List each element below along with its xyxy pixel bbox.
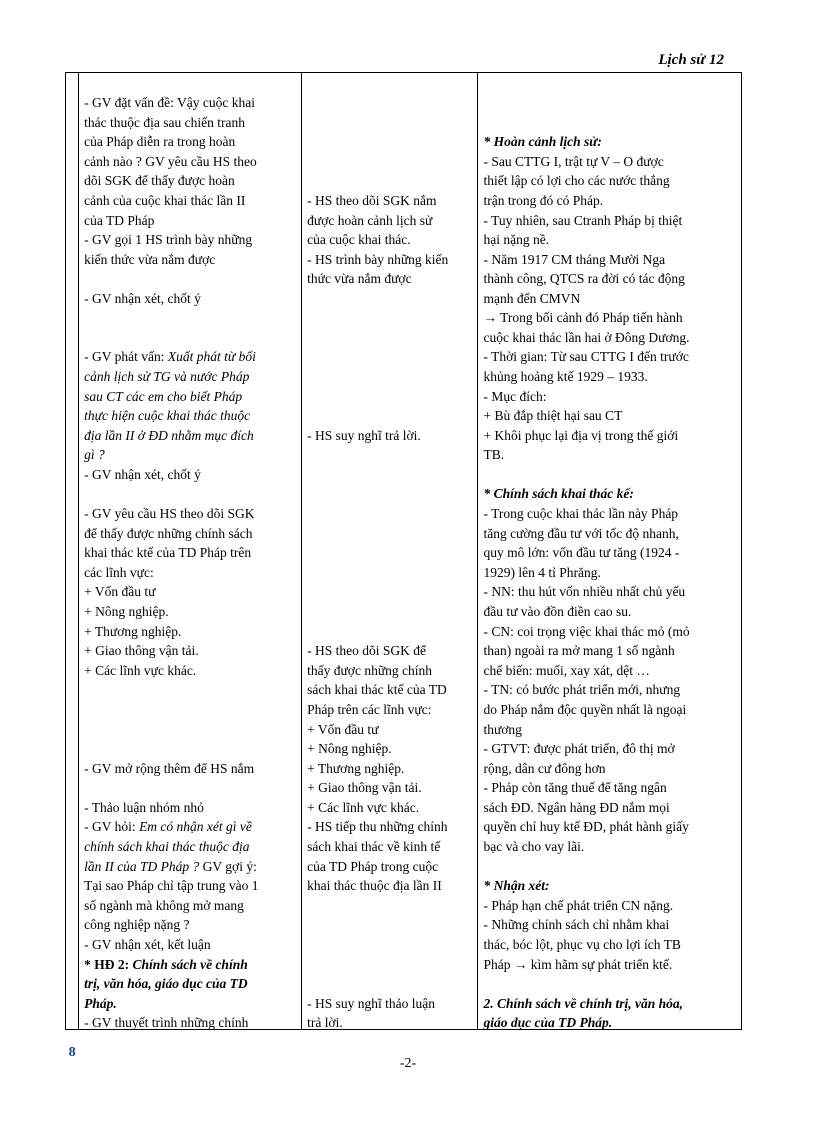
- text-line: bạc và cho vay lãi.: [483, 839, 585, 854]
- text-line: kiến thức vừa nắm được: [84, 252, 216, 267]
- question-text: cảnh lịch sử TG và nước Pháp: [84, 369, 250, 384]
- text-line: - HS tiếp thu những chính: [307, 819, 448, 834]
- text-line: chế biến: muối, xay xát, dệt …: [483, 663, 650, 678]
- text-line: - TN: có bước phát triển mới, nhưng: [483, 682, 681, 697]
- text-run: Trong bối cảnh đó Pháp tiến hành: [500, 310, 683, 325]
- text-line: - GV thuyết trình những chính: [84, 1015, 249, 1030]
- text-line: được hoàn cảnh lịch sử: [307, 213, 433, 228]
- question-text: lần II của TD Pháp ?: [84, 859, 200, 874]
- question-text: Xuất phát từ bối: [167, 349, 256, 364]
- teacher-activity-cell: [79, 73, 302, 1030]
- text-line: thác, bóc lột, phục vụ cho lợi ích TB: [483, 937, 681, 952]
- text-run: GV gợi ý:: [202, 859, 257, 874]
- text-line: quy mô lớn: vốn đầu tư tăng (1924 -: [483, 545, 680, 560]
- text-line: - CN: coi trọng việc khai thác mỏ (mỏ: [483, 624, 690, 639]
- text-line: - GTVT: được phát triển, đô thị mở: [483, 741, 675, 756]
- text-line: do Pháp nắm độc quyền nhất là ngoại: [483, 702, 687, 717]
- text-line: - Pháp hạn chế phát triển CN nặng.: [483, 898, 674, 913]
- text-line: + Thương nghiệp.: [307, 761, 405, 776]
- text-line: thành công, QTCS ra đời có tác động: [483, 271, 685, 286]
- text-line: + Vốn đầu tư: [307, 722, 379, 737]
- text-line: + Các lĩnh vực khác.: [307, 800, 420, 815]
- text-line: khai thác thuộc địa lần II: [307, 878, 442, 893]
- activity-label: * HĐ 2:: [84, 957, 130, 972]
- text-line: + Bù đắp thiệt hại sau CT: [483, 408, 623, 423]
- text-line: - Những chính sách chỉ nhằm khai: [483, 917, 670, 932]
- text-line: khủng hoảng ktế 1929 – 1933.: [483, 369, 648, 384]
- text-line: 1929) lên 4 tỉ Phrăng.: [483, 565, 601, 580]
- text-line: - NN: thu hút vốn nhiều nhất chủ yếu: [483, 584, 686, 599]
- text-line: của TD Pháp trong cuộc: [307, 859, 439, 874]
- lesson-table: [65, 72, 742, 1060]
- text-line: + Nông nghiệp.: [84, 604, 169, 619]
- text-line: - GV yêu cầu HS theo dõi SGK: [84, 506, 255, 521]
- text-line: thiết lập có lợi cho các nước thắng: [483, 173, 670, 188]
- text-line: sách khai thác về kinh tế: [307, 839, 441, 854]
- text-line: - GV nhận xét, chốt ý: [84, 291, 201, 306]
- text-line: của TD Pháp: [84, 213, 155, 228]
- text-line: trận trong đó có Pháp.: [483, 193, 604, 208]
- text-line: tăng cường đầu tư với tốc độ nhanh,: [483, 526, 679, 541]
- text-line: - GV đặt vấn đề: Vậy cuộc khai: [84, 95, 255, 110]
- text-line: sách khai thác ktế của TD: [307, 682, 447, 697]
- text-line: - GV gọi 1 HS trình bày những: [84, 232, 253, 247]
- table-row: [66, 73, 742, 1030]
- text-line: - Thời gian: Từ sau CTTG I đến trước: [483, 349, 689, 364]
- text-run: - GV phát vấn:: [84, 349, 165, 364]
- content-cell: [478, 73, 742, 1030]
- text-line: + Khôi phục lại địa vị trong thế giới: [483, 428, 679, 443]
- text-line: rộng, dân cư đông hơn: [483, 761, 606, 776]
- text-line: [483, 955, 736, 975]
- section-heading: * Nhận xét:: [483, 878, 550, 893]
- text-line: - HS suy nghĩ thảo luận: [307, 996, 435, 1011]
- text-line: của cuộc khai thác.: [307, 232, 411, 247]
- text-line: - GV nhận xét, chốt ý: [84, 467, 201, 482]
- text-line: - Tuy nhiên, sau Ctranh Pháp bị thiệt: [483, 213, 683, 228]
- text-line: quyền chỉ huy ktế ĐD, phát hành giấy: [483, 819, 689, 834]
- text-line: than) ngoài ra mở mang 1 số ngành: [483, 643, 675, 658]
- page-header: Lịch sử 12: [658, 52, 724, 68]
- question-text: Em có nhận xét gì về: [139, 819, 252, 834]
- question-text: thực hiện cuộc khai thác thuộc: [84, 408, 251, 423]
- text-run: - GV hỏi:: [84, 819, 136, 834]
- row-number-cell: [66, 73, 79, 1060]
- text-line: + Các lĩnh vực khác.: [84, 663, 197, 678]
- text-line: Tại sao Pháp chỉ tập trung vào 1: [84, 878, 259, 893]
- text-line: - Mục đích:: [483, 389, 547, 404]
- activity-title: Pháp.: [84, 996, 117, 1011]
- question-text: chính sách khai thác thuộc địa: [84, 839, 250, 854]
- text-line: - Pháp còn tăng thuế để tăng ngân: [483, 780, 667, 795]
- text-line: mạnh đến CMVN: [483, 291, 581, 306]
- student-activity-cell: [302, 73, 478, 1030]
- text-line: TB.: [483, 447, 505, 462]
- text-line: thức vừa nắm được: [307, 271, 412, 286]
- section-heading: giáo dục của TD Pháp.: [483, 1015, 613, 1030]
- text-line: cảnh nào ? GV yêu cầu HS theo: [84, 154, 257, 169]
- text-line: - HS suy nghĩ trả lời.: [307, 428, 421, 443]
- text-line: [84, 817, 296, 837]
- text-line: - Sau CTTG I, trật tự V – O được: [483, 154, 664, 169]
- text-line: thác thuộc địa sau chiến tranh: [84, 115, 245, 130]
- text-line: + Nông nghiệp.: [307, 741, 392, 756]
- text-line: - HS theo dõi SGK để: [307, 643, 426, 658]
- text-line: khai thác ktế của TD Pháp trên: [84, 545, 252, 560]
- activity-title: trị, văn hóa, giáo dục của TD: [84, 976, 248, 991]
- text-line: thương: [483, 722, 522, 737]
- right-arrow-icon: →: [483, 310, 497, 325]
- text-line: - Năm 1917 CM tháng Mười Nga: [483, 252, 666, 267]
- text-line: [84, 347, 296, 367]
- text-line: + Vốn đầu tư: [84, 584, 156, 599]
- text-line: - HS theo dõi SGK nắm: [307, 193, 437, 208]
- text-line: đầu tư vào đồn điền cao su.: [483, 604, 632, 619]
- text-line: - Thảo luận nhóm nhỏ: [84, 800, 204, 815]
- text-line: Pháp trên các lĩnh vực:: [307, 702, 432, 717]
- text-run: Pháp: [483, 957, 511, 972]
- row-number: 8: [68, 1045, 76, 1060]
- text-line: của Pháp diễn ra trong hoàn: [84, 134, 236, 149]
- text-line: cảnh của cuộc khai thác lần II: [84, 193, 246, 208]
- text-line: để thấy được những chính sách: [84, 526, 253, 541]
- section-heading: 2. Chính sách về chính trị, văn hóa,: [483, 996, 684, 1011]
- text-line: trả lời.: [307, 1015, 343, 1030]
- text-line: - Trong cuộc khai thác lần này Pháp: [483, 506, 679, 521]
- text-run: kìm hãm sự phát triển ktế.: [530, 957, 673, 972]
- page-number: -2-: [399, 1056, 417, 1071]
- text-line: + Giao thông vận tải.: [84, 643, 199, 658]
- text-line: thấy được những chính: [307, 663, 432, 678]
- text-line: sách ĐD. Ngân hàng ĐD nắm mọi: [483, 800, 670, 815]
- text-line: [483, 308, 736, 328]
- section-heading: * Hoàn cảnh lịch sử:: [483, 134, 602, 149]
- text-line: cuộc khai thác lần hai ở Đông Dương.: [483, 330, 690, 345]
- text-line: [84, 857, 296, 877]
- question-text: gì ?: [84, 447, 105, 462]
- text-line: - GV mở rộng thêm để HS nắm: [84, 761, 255, 776]
- activity-title: Chính sách về chính: [132, 957, 248, 972]
- text-line: - HS trình bày những kiến: [307, 252, 449, 267]
- text-line: + Giao thông vận tải.: [307, 780, 422, 795]
- question-text: địa lần II ở ĐD nhằm mục đích: [84, 428, 254, 443]
- text-line: + Thương nghiệp.: [84, 624, 182, 639]
- text-line: - GV nhận xét, kết luận: [84, 937, 211, 952]
- text-line: hại nặng nề.: [483, 232, 550, 247]
- activity-heading: [84, 955, 296, 975]
- text-line: số ngành mà không mở mang: [84, 898, 244, 913]
- text-line: công nghiệp nặng ?: [84, 917, 190, 932]
- text-line: các lĩnh vực:: [84, 565, 154, 580]
- section-heading: * Chính sách khai thác kế:: [483, 486, 634, 501]
- right-arrow-icon: →: [513, 957, 528, 972]
- text-line: dõi SGK để thấy được hoàn: [84, 173, 235, 188]
- question-text: sau CT các em cho biết Pháp: [84, 389, 243, 404]
